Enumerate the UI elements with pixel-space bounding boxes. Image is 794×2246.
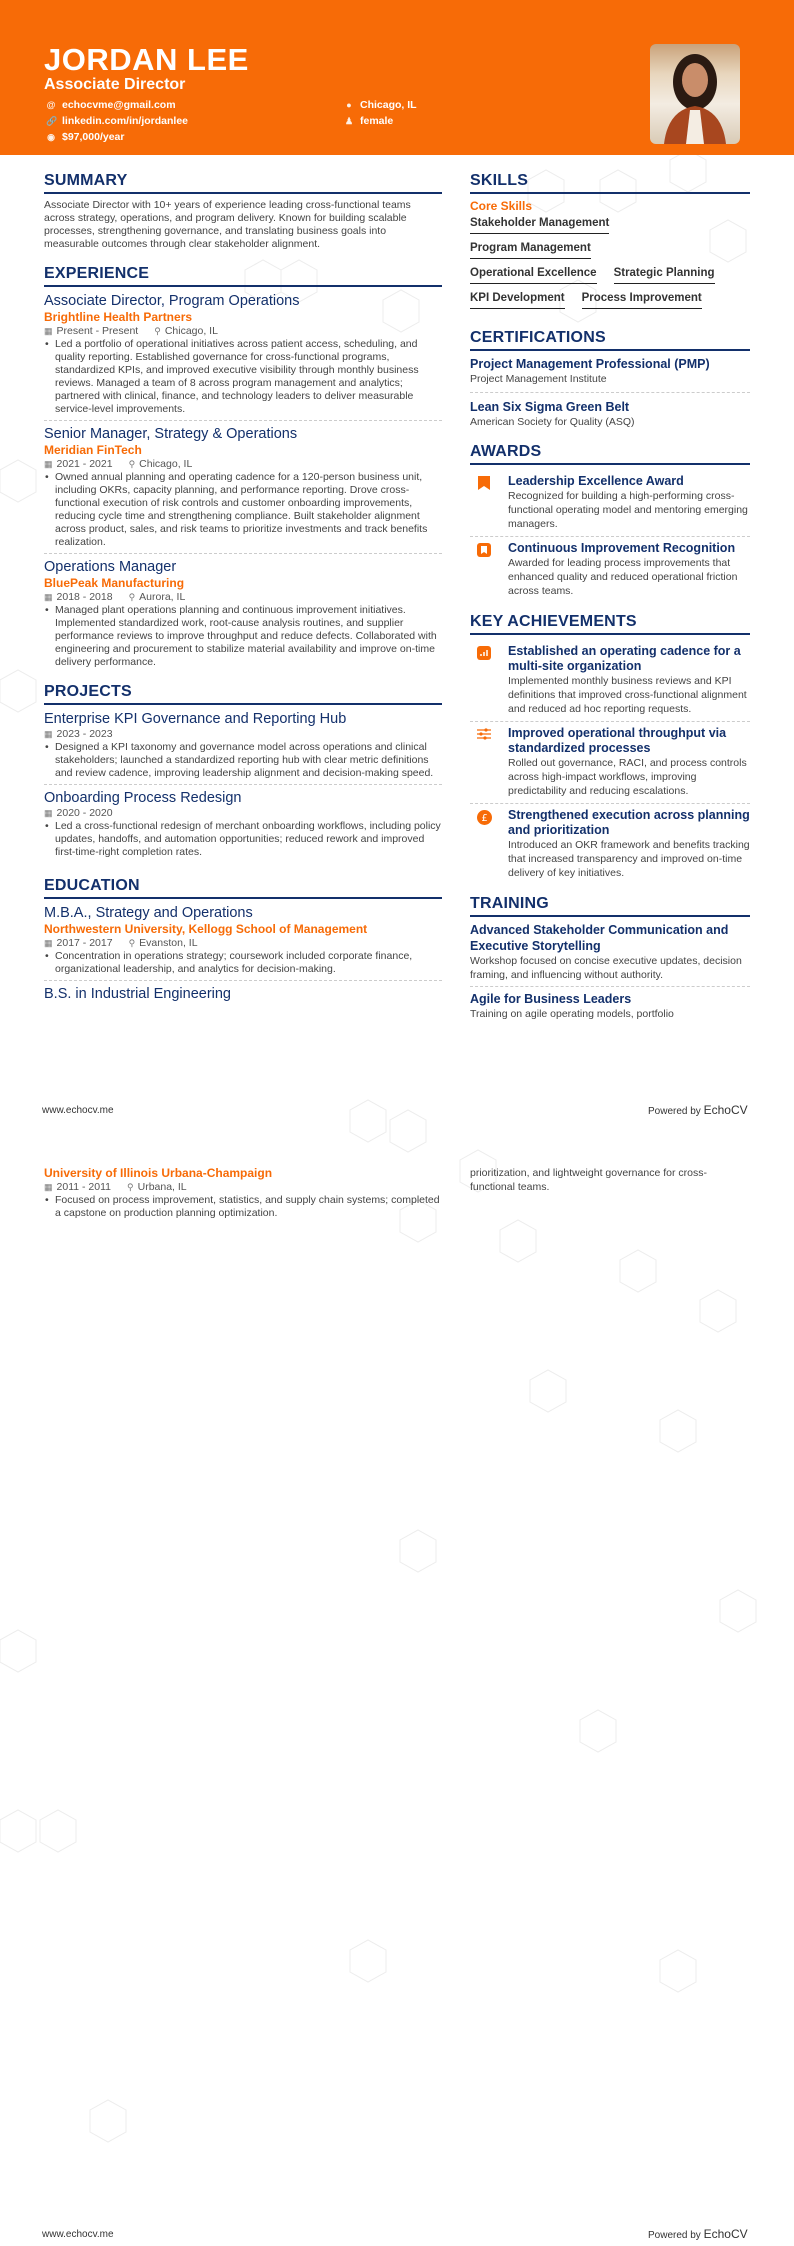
contact-gender: ♟ female (344, 115, 394, 127)
person-icon: ♟ (344, 115, 354, 126)
award-title: Continuous Improvement Recognition (508, 541, 736, 555)
bookmark-icon (470, 474, 498, 531)
projects-section (44, 683, 442, 863)
pound-coin-icon (470, 808, 498, 880)
location-icon: ● (346, 100, 352, 110)
project-bullet: • Led a cross-functional redesign of merchant onboarding workflows, including policy updates, handoffs, and automation opportunities; reduced rework and improved first-time-right completion rates. (44, 820, 442, 859)
summary-section (44, 172, 442, 251)
skill-group-title: Core Skills (470, 199, 533, 213)
section-heading: EDUCATION (44, 877, 442, 899)
location-icon: ⚲ (128, 938, 136, 948)
bar-chart-icon (470, 644, 498, 716)
section-heading: SUMMARY (44, 172, 442, 194)
section-heading: CERTIFICATIONS (470, 329, 750, 351)
brand-name: EchoCV (703, 1103, 748, 1117)
summary-text: Associate Director with 10+ years of experience leading cross-functional teams across strategy, operations, and program delivery. Known for building scalable processes, strengthening governance, and translating business goals into measurable outcomes through clear stakeholder alignment. (44, 199, 411, 250)
experience-section (44, 265, 442, 673)
awards-section (470, 443, 750, 603)
contact-location: ● Chicago, IL (344, 99, 417, 111)
company-name: Brightline Health Partners (44, 310, 193, 324)
section-heading: PROJECTS (44, 683, 442, 705)
section-heading: AWARDS (470, 443, 750, 465)
job-bullet: • Managed plant operations planning and continuous improvement initiatives. Implemented standardized work, root-cause analysis routines, and supplier performance reviews to improve throughput and reduce defects. Collaborated with engineering and procurement to stabilize material availability and improve on-time delivery performance. (44, 604, 442, 669)
right-column-page-2 (470, 1166, 750, 1194)
job-bullet: • Led a portfolio of operational initiatives across patient access, scheduling, and quality reporting. Established governance for cross-functional programs, standardized KPIs, and improved executive visibility through monthly business reviews. Managed a team of 8 across program management and analytics; partnered with clinical, finance, and technology leaders to deliver measurable service-level improvements. (44, 338, 442, 416)
candidate-name: JORDAN LEE (44, 42, 249, 77)
skills-section (470, 172, 750, 315)
training-title: Advanced Stakeholder Communication and Executive Storytelling (470, 923, 729, 953)
right-column (470, 172, 750, 1035)
skill-tag: Stakeholder Management (470, 215, 609, 234)
project-entry (44, 710, 442, 785)
contact-linkedin[interactable]: 🔗 linkedin.com/in/jordanlee (46, 115, 189, 127)
sliders-icon (470, 726, 498, 798)
achievement-entry (470, 722, 750, 804)
achievement-title: Established an operating cadence for a multi-site organization (508, 644, 741, 673)
section-heading: EXPERIENCE (44, 265, 442, 287)
contact-salary: ◉ $97,000/year (47, 131, 125, 143)
training-entry (470, 991, 750, 1025)
candidate-title: Associate Director (44, 76, 186, 93)
skill-tag: Program Management (470, 240, 591, 259)
calendar-icon: ▦ (44, 729, 53, 739)
skill-tag: KPI Development (470, 290, 565, 309)
training-title: Agile for Business Leaders (470, 992, 632, 1006)
education-dates: 2017 - 2017 (56, 937, 113, 949)
job-bullet: • Owned annual planning and operating cadence for a 120-person business unit, including OKRs, capacity planning, and performance reporting. Drove cross-functional execution of risk controls and customer onboarding improvements, reducing cycle time and strengthening compliance. Built stakeholder alignment across product, sales, and risk teams to prioritize investments and track benefits realization. (44, 471, 442, 549)
bookmark-outline-icon (470, 541, 498, 598)
training-description-continued: prioritization, and lightweight governance for cross-functional teams. (470, 1167, 707, 1193)
footer-site-link[interactable]: www.echocv.me (42, 2229, 114, 2240)
degree: B.S. in Industrial Engineering (44, 986, 231, 1002)
calendar-icon: ▦ (44, 938, 53, 948)
experience-entry (44, 292, 442, 421)
section-heading: KEY ACHIEVEMENTS (470, 613, 750, 635)
project-title: Onboarding Process Redesign (44, 790, 242, 806)
certification-issuer: Project Management Institute (470, 373, 607, 385)
link-icon: 🔗 (46, 115, 58, 126)
job-title: Operations Manager (44, 559, 177, 575)
certification-entry (470, 399, 750, 433)
education-section (44, 877, 442, 1003)
section-heading: SKILLS (470, 172, 750, 194)
job-dates: Present - Present (56, 325, 139, 337)
education-bullet: • Focused on process improvement, statistics, and supply chain systems; completed a capstone on production planning optimization. (44, 1194, 442, 1220)
company-name: BluePeak Manufacturing (44, 576, 185, 590)
job-title: Senior Manager, Strategy & Operations (44, 426, 298, 442)
calendar-icon: ▦ (44, 326, 53, 336)
brand-name: EchoCV (703, 2227, 748, 2241)
footer-powered-by[interactable]: Powered by EchoCV (648, 1103, 748, 1117)
job-location: Chicago, IL (164, 325, 218, 337)
award-entry (470, 470, 750, 537)
calendar-icon: ▦ (44, 592, 53, 602)
achievement-description: Introduced an OKR framework and benefits tracking that increased transparency and improved on-time delivery of key initiatives. (508, 839, 750, 879)
training-entry (470, 922, 750, 987)
at-icon: @ (46, 100, 56, 110)
job-title: Associate Director, Program Operations (44, 293, 300, 309)
resume-header (0, 0, 794, 155)
left-column (44, 172, 442, 1013)
project-bullet: • Designed a KPI taxonomy and governance model across operations and clinical stakeholders; launched a standardized reporting hub with clear metric definitions and review cadence, improving leadership alignment and decision-making speed. (44, 741, 442, 780)
degree: M.B.A., Strategy and Operations (44, 905, 253, 921)
company-name: Meridian FinTech (44, 443, 142, 457)
job-location: Chicago, IL (139, 458, 193, 470)
certification-name: Lean Six Sigma Green Belt (470, 400, 630, 414)
training-description: Workshop focused on concise executive updates, decision framing, and influencing without authority. (470, 955, 742, 981)
skill-tag: Process Improvement (582, 290, 702, 309)
profile-photo (650, 44, 740, 144)
training-description: Training on agile operating models, portfolio (470, 1008, 674, 1020)
award-description: Awarded for leading process improvements that enhanced quality and reduced operational friction across teams. (508, 557, 738, 597)
money-icon: ◉ (47, 131, 55, 142)
education-location: Urbana, IL (137, 1181, 187, 1193)
achievement-description: Rolled out governance, RACI, and process controls across high-impact workflows, improving predictability and reducing escalations. (508, 757, 747, 797)
footer-powered-by[interactable]: Powered by EchoCV (648, 2227, 748, 2241)
project-title: Enterprise KPI Governance and Reporting Hub (44, 711, 347, 727)
education-dates: 2011 - 2011 (56, 1181, 112, 1193)
calendar-icon: ▦ (44, 808, 53, 818)
footer-site-link[interactable]: www.echocv.me (42, 1105, 114, 1116)
left-column-page-2 (44, 1166, 442, 1220)
achievement-title: Strengthened execution across planning and prioritization (508, 808, 750, 837)
location-icon: ⚲ (154, 326, 161, 336)
achievement-entry (470, 640, 750, 722)
job-location: Aurora, IL (139, 591, 186, 603)
certification-name: Project Management Professional (PMP) (470, 357, 710, 371)
award-entry (470, 537, 750, 603)
location-icon: ⚲ (128, 459, 136, 469)
skill-tag: Operational Excellence (470, 265, 597, 284)
school-name: University of Illinois Urbana-Champaign (44, 1166, 273, 1180)
contact-email[interactable]: @ echocvme@gmail.com (46, 99, 176, 111)
achievement-entry (470, 804, 750, 885)
award-description: Recognized for building a high-performing cross-functional operating model and mentoring emerging managers. (508, 490, 748, 530)
calendar-icon: ▦ (44, 459, 53, 469)
job-dates: 2018 - 2018 (56, 591, 113, 603)
project-dates: 2020 - 2020 (56, 807, 113, 819)
education-bullet: • Concentration in operations strategy; coursework included corporate finance, organizational leadership, and analytics for decision-making. (44, 950, 442, 976)
project-entry (44, 789, 442, 863)
location-icon: ⚲ (128, 592, 136, 602)
section-heading: TRAINING (470, 895, 750, 917)
location-icon: ⚲ (127, 1182, 134, 1192)
achievement-title: Improved operational throughput via standardized processes (508, 726, 727, 755)
experience-entry (44, 425, 442, 554)
certification-issuer: American Society for Quality (ASQ) (470, 416, 635, 428)
svg-text:£: £ (480, 813, 488, 824)
school-name: Northwestern University, Kellogg School of Management (44, 922, 368, 936)
training-section (470, 895, 750, 1025)
project-dates: 2023 - 2023 (56, 728, 113, 740)
achievement-description: Implemented monthly business reviews and KPI definitions that improved cross-functional alignment and reduced ad hoc reporting requests. (508, 675, 747, 715)
experience-entry (44, 558, 442, 673)
certification-entry (470, 356, 750, 393)
achievements-section (470, 613, 750, 885)
education-entry (44, 904, 442, 981)
calendar-icon: ▦ (44, 1182, 53, 1192)
certifications-section (470, 329, 750, 433)
education-location: Evanston, IL (139, 937, 198, 949)
job-dates: 2021 - 2021 (56, 458, 113, 470)
skill-tag: Strategic Planning (614, 265, 715, 284)
award-title: Leadership Excellence Award (508, 474, 684, 488)
